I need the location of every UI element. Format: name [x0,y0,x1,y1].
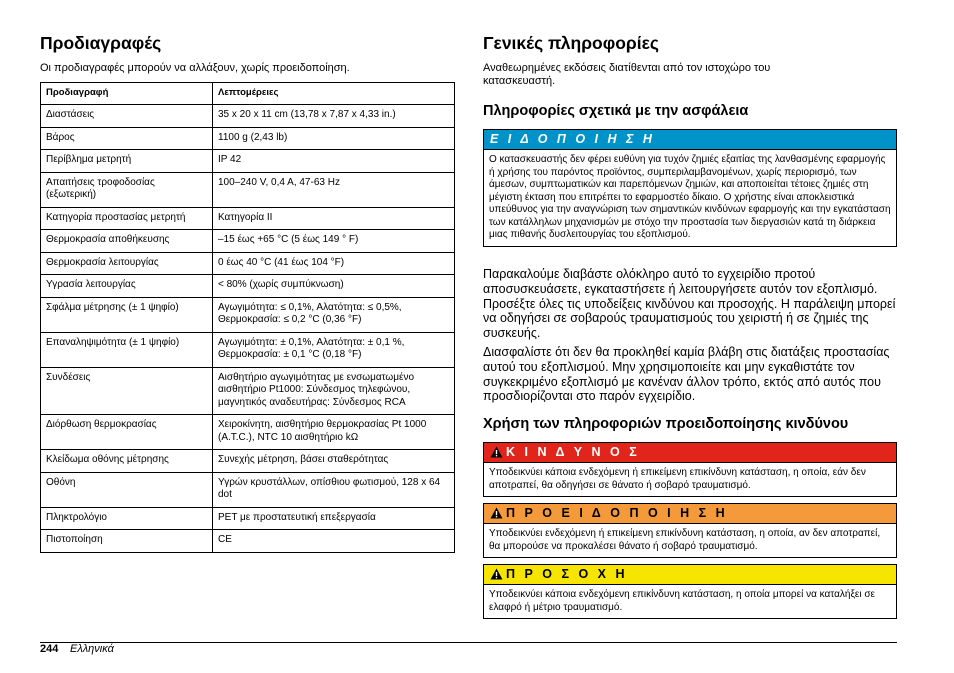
footer-divider [40,642,897,643]
table-row [41,332,455,367]
table-cell: Σφάλμα μέτρησης (± 1 ψηφίο) [41,297,213,332]
danger-header [484,443,896,463]
danger-text: Υποδεικνύει κάποια ενδεχόμενη ή επικείμενη επικίνδυνη κατάσταση, η οποία, εάν δεν αποτραπεί, θα οδηγήσει σε θάνατο ή σοβαρό τραυματισμό. [489,467,866,491]
table-cell: Περίβλημα μετρητή [41,150,213,173]
caution-label: Π Ρ Ο Σ Ο Χ Η [506,567,628,581]
table-cell: Συνεχής μέτρηση, βάσει σταθερότητας [213,450,455,473]
safety-paragraph-2: Διασφαλίστε ότι δεν θα προκληθεί καμία βλάβη στις διατάξεις προστασίας αυτού του εξοπλισμού. Μην χρησιμοποιείτε και μην εγκαθιστάτε τον συγκεκριμένο εξοπλισμό με κανέναν άλλον τρόπο, εκτός από αυτός που προσδιορίζονται στο παρόν εγχειρίδιο. [483,345,890,404]
table-cell: Οθόνη [41,472,213,507]
table-cell: Κλείδωμα οθόνης μέτρησης [41,450,213,473]
table-cell: < 80% (χωρίς συμπύκνωση) [213,275,455,298]
table-cell: Αισθητήριο αγωγιμότητας με ενσωματωμένο αισθητήριο Pt1000: Σύνδεσμος τηλεφώνου, μαγνητικός αναδευτήρας: Σύνδεσμος RCA [213,367,455,415]
table-header-cell: Λεπτομέρειες [213,83,455,105]
table-cell: Θερμοκρασία λειτουργίας [41,252,213,275]
table-cell: 0 έως 40 °C (41 έως 104 °F) [213,252,455,275]
specifications-title: Προδιαγραφές [40,33,162,53]
table-row [41,367,455,415]
danger-box [483,442,897,497]
table-cell: IP 42 [213,150,455,173]
warning-label: Π Ρ Ο Ε Ι Δ Ο Π Ο Ι Η Σ Η [506,506,728,520]
caution-header [484,565,896,585]
table-cell: Υγρασία λειτουργίας [41,275,213,298]
table-cell: Χειροκίνητη, αισθητήριο θερμοκρασίας Pt 1000 (A.T.C.), NTC 10 αισθητήριο kΩ [213,415,455,450]
warning-text: Υποδεικνύει ενδεχόμενη ή επικείμενη επικίνδυνη κατάσταση, η οποία, αν δεν αποτραπεί, θα μπορούσε να προκαλέσει θάνατο ή σοβαρό τραυματισμό. [489,528,881,552]
specifications-intro: Οι προδιαγραφές μπορούν να αλλάξουν, χωρίς προειδοποίηση. [40,62,350,74]
table-cell: 35 x 20 x 11 cm (13,78 x 7,87 x 4,33 in.) [213,105,455,128]
table-cell: 100–240 V, 0,4 A, 47-63 Hz [213,172,455,207]
table-cell: Κατηγορία προστασίας μετρητή [41,207,213,230]
table-cell: Πληκτρολόγιο [41,507,213,530]
table-header-cell: Προδιαγραφή [41,83,213,105]
notice-label: Ε Ι Δ Ο Π Ο Ι Η Σ Η [484,130,896,150]
warning-triangle-icon [490,446,503,458]
table-cell: Επαναληψιμότητα (± 1 ψηφίο) [41,332,213,367]
warning-triangle-icon [490,507,503,519]
table-row [41,127,455,150]
table-cell: Πιστοποίηση [41,530,213,553]
table-row [41,275,455,298]
table-row [41,150,455,173]
table-cell: Διαστάσεις [41,105,213,128]
table-row [41,507,455,530]
table-cell: –15 έως +65 °C (5 έως 149 ° F) [213,230,455,253]
danger-label: Κ Ι Ν Δ Υ Ν Ο Σ [506,445,640,459]
table-cell: Συνδέσεις [41,367,213,415]
table-row [41,230,455,253]
hazard-information-heading: Χρήση των πληροφοριών προειδοποίησης κινδύνου [483,416,849,432]
notice-box [483,129,897,247]
safety-paragraph-1: Παρακαλούμε διαβάστε ολόκληρο αυτό το εγχειρίδιο προτού αποσυσκευάσετε, εγκαταστήσετε ή λειτουργήσετε αυτόν τον εξοπλισμό. Προσέξτε όλες τις υποδείξεις κινδύνου και προσοχής. Η παράλειψη μπορεί να οδηγήσει σε σοβαρούς τραυματισμούς του χειριστή ή σε ζημιές της συσκευής. [483,267,896,341]
table-cell: CE [213,530,455,553]
table-row [41,450,455,473]
table-row [41,297,455,332]
table-cell: Αγωγιμότητα: ≤ 0,1%, Αλατότητα: ≤ 0,5%, Θερμοκρασία: ≤ 0,2 °C (0,36 °F) [213,297,455,332]
warning-triangle-icon [490,568,503,580]
table-cell: Διόρθωση θερμοκρασίας [41,415,213,450]
notice-text: Ο κατασκευαστής δεν φέρει ευθύνη για τυχόν ζημιές εξαιτίας της λανθασμένης εφαρμογής ή χρήσης του παρόντος προϊόντος, συμπεριλαμβανομένων, χωρίς περιορισμό, των άμεσων, συμπτωματικών και παρεπόμενων ζημιών, και αποποιείται τέτοιες ζημιές στη μέγιστη έκταση που επιτρέπει το εφαρμοστέο δίκαιο. Ο χρήστης είναι αποκλειστικά υπεύθυνος για την αναγνώριση των σημαντικών κινδύνων εφαρμογής και την εγκατάσταση των κατάλληλων μηχανισμών με στόχο την προστασία των διεργασιών κατά τη διάρκεια μιας πιθανής δυσλειτουργίας του εξοπλισμού. [489,154,891,240]
table-cell: Βάρος [41,127,213,150]
table-row [41,172,455,207]
table-row [41,207,455,230]
table-cell: Αγωγιμότητα: ± 0,1%, Αλατότητα: ± 0,1 %, Θερμοκρασία: ± 0,1 °C (0,18 °F) [213,332,455,367]
general-information-title: Γενικές πληροφορίες [483,33,660,53]
table-header-row [41,83,455,105]
warning-box [483,503,897,558]
table-row [41,252,455,275]
table-cell: 1100 g (2,43 lb) [213,127,455,150]
table-cell: Θερμοκρασία αποθήκευσης [41,230,213,253]
safety-information-heading: Πληροφορίες σχετικά με την ασφάλεια [483,103,749,119]
table-cell: Υγρών κρυστάλλων, οπίσθιου φωτισμού, 128 x 64 dot [213,472,455,507]
footer-language: Ελληνικά [70,643,114,655]
specifications-table [40,82,455,553]
table-cell: Απαιτήσεις τροφοδοσίας (εξωτερική) [41,172,213,207]
page-number: 244 [40,643,59,655]
warning-header [484,504,896,524]
table-row [41,472,455,507]
table-row [41,105,455,128]
table-cell: PET με προστατευτική επεξεργασία [213,507,455,530]
caution-text: Υποδεικνύει κάποια ενδεχόμενη επικίνδυνη κατάσταση, η οποία μπορεί να καταλήξει σε ελαφρό ή μέτριο τραυματισμό. [489,589,876,613]
table-row [41,530,455,553]
table-cell: Κατηγορία II [213,207,455,230]
table-row [41,415,455,450]
general-information-intro: Αναθεωρημένες εκδόσεις διατίθενται από τον ιστοχώρο του κατασκευαστή. [483,62,771,87]
caution-box [483,564,897,619]
